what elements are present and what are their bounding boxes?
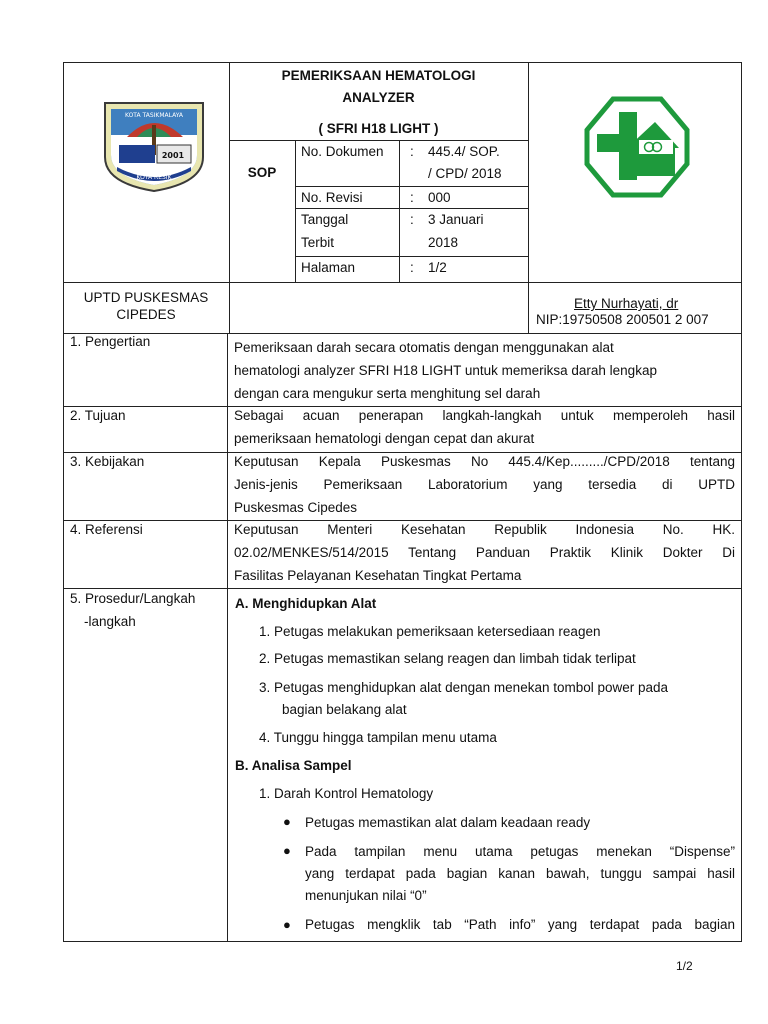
city-emblem-logo	[97, 95, 211, 193]
b-bullet-2: Pada tampilan menu utama petugas menekan “Dispense”	[305, 844, 735, 859]
sop-label: SOP	[247, 165, 277, 180]
meta-doc-label: No. Dokumen	[301, 144, 384, 159]
b-bullet-2-cont: yang terdapat pada bagian kanan bawah, tunggu sampai hasil	[305, 866, 735, 881]
referensi-line: Fasilitas Pelayanan Kesehatan Tingkat Pertama	[234, 568, 522, 583]
pengertian-label: 1. Pengertian	[70, 334, 151, 349]
prosedur-label-line2: -langkah	[84, 614, 136, 629]
referensi-label: 4. Referensi	[70, 522, 143, 537]
a-item-3: 3. Petugas menghidupkan alat dengan menekan tombol power pada	[259, 680, 669, 695]
doc-title-line1: PEMERIKSAAN HEMATOLOGI	[281, 68, 476, 83]
referensi-text	[234, 518, 735, 587]
kebijakan-text	[234, 450, 735, 519]
meta-doc-value2: / CPD/ 2018	[428, 166, 502, 181]
meta-rev-label: No. Revisi	[301, 190, 363, 205]
meta-rev-sep: :	[410, 190, 414, 205]
referensi-line: Keputusan Menteri Kesehatan Republik Indonesia No. HK.	[234, 522, 735, 537]
meta-date-value1: 3 Januari	[428, 212, 484, 227]
a-item-4: 4. Tunggu hingga tampilan menu utama	[259, 730, 497, 745]
bullet-icon: ●	[283, 917, 291, 932]
a-item-1: 1. Petugas melakukan pemeriksaan ketersediaan reagen	[259, 624, 601, 639]
signer-nip: NIP:19750508 200501 2 007	[536, 312, 709, 327]
meta-page-value: 1/2	[428, 260, 447, 275]
meta-date-label2: Terbit	[301, 235, 335, 250]
a-item-2: 2. Petugas memastikan selang reagen dan limbah tidak terlipat	[259, 651, 636, 666]
emblem-year: 2001	[161, 151, 185, 160]
org-name-line2: CIPEDES	[116, 307, 176, 322]
b-item-1: 1. Darah Kontrol Hematology	[259, 786, 434, 801]
meta-page-sep: :	[410, 260, 414, 275]
meta-doc-sep: :	[410, 144, 414, 159]
tujuan-label: 2. Tujuan	[70, 408, 126, 423]
b-bullet-3: Petugas mengklik tab “Path info” yang terdapat pada bagian	[305, 917, 735, 932]
meta-doc-value1: 445.4/ SOP.	[428, 144, 500, 159]
tujuan-line: pemeriksaan hematologi dengan cepat dan akurat	[234, 431, 535, 446]
meta-date-value2: 2018	[428, 235, 459, 250]
emblem-bottom-text: KOTA RESIK	[136, 174, 172, 181]
pengertian-text	[234, 336, 735, 405]
meta-rev-value: 000	[428, 190, 451, 205]
section-a-title: A. Menghidupkan Alat	[235, 596, 377, 611]
signer-name: Etty Nurhayati, dr	[574, 296, 679, 311]
kebijakan-line: Keputusan Kepala Puskesmas No 445.4/Kep........./CPD/2018 tentang	[234, 454, 735, 469]
pengertian-line: Pemeriksaan darah secara otomatis dengan menggunakan alat	[234, 340, 614, 355]
meta-date-label1: Tanggal	[301, 212, 349, 227]
doc-title-line3: ( SFRI H18 LIGHT )	[318, 121, 439, 136]
org-name-line1: UPTD PUSKESMAS	[83, 290, 209, 305]
doc-title-line2: ANALYZER	[342, 90, 415, 105]
emblem-top-text: KOTA TASIKMALAYA	[124, 112, 184, 119]
bullet-icon: ●	[283, 814, 291, 829]
meta-page-label: Halaman	[301, 260, 356, 275]
pengertian-line: dengan cara mengukur serta menghitung sel darah	[234, 386, 541, 401]
page-number: 1/2	[676, 959, 693, 973]
prosedur-label-line1: 5. Prosedur/Langkah	[70, 591, 196, 606]
section-b-title: B. Analisa Sampel	[235, 758, 352, 773]
kebijakan-line: Puskesmas Cipedes	[234, 500, 358, 515]
b-bullet-1: Petugas memastikan alat dalam keadaan ready	[305, 815, 591, 830]
a-item-3-cont: bagian belakang alat	[282, 702, 407, 717]
tujuan-text	[234, 404, 735, 450]
referensi-line: 02.02/MENKES/514/2015 Tentang Panduan Praktik Klinik Dokter Di	[234, 545, 735, 560]
b-bullet-2-cont2: menunjukan nilai “0”	[305, 888, 427, 903]
pengertian-line: hematologi analyzer SFRI H18 LIGHT untuk memeriksa darah lengkap	[234, 363, 657, 378]
puskesmas-logo	[583, 96, 691, 198]
bullet-icon: ●	[283, 843, 291, 858]
kebijakan-line: Jenis-jenis Pemeriksaan Laboratorium yang tersedia di UPTD	[234, 477, 735, 492]
kebijakan-label: 3. Kebijakan	[70, 454, 145, 469]
tujuan-line: Sebagai acuan penerapan langkah-langkah untuk memperoleh hasil	[234, 408, 735, 423]
meta-date-sep: :	[410, 212, 414, 227]
